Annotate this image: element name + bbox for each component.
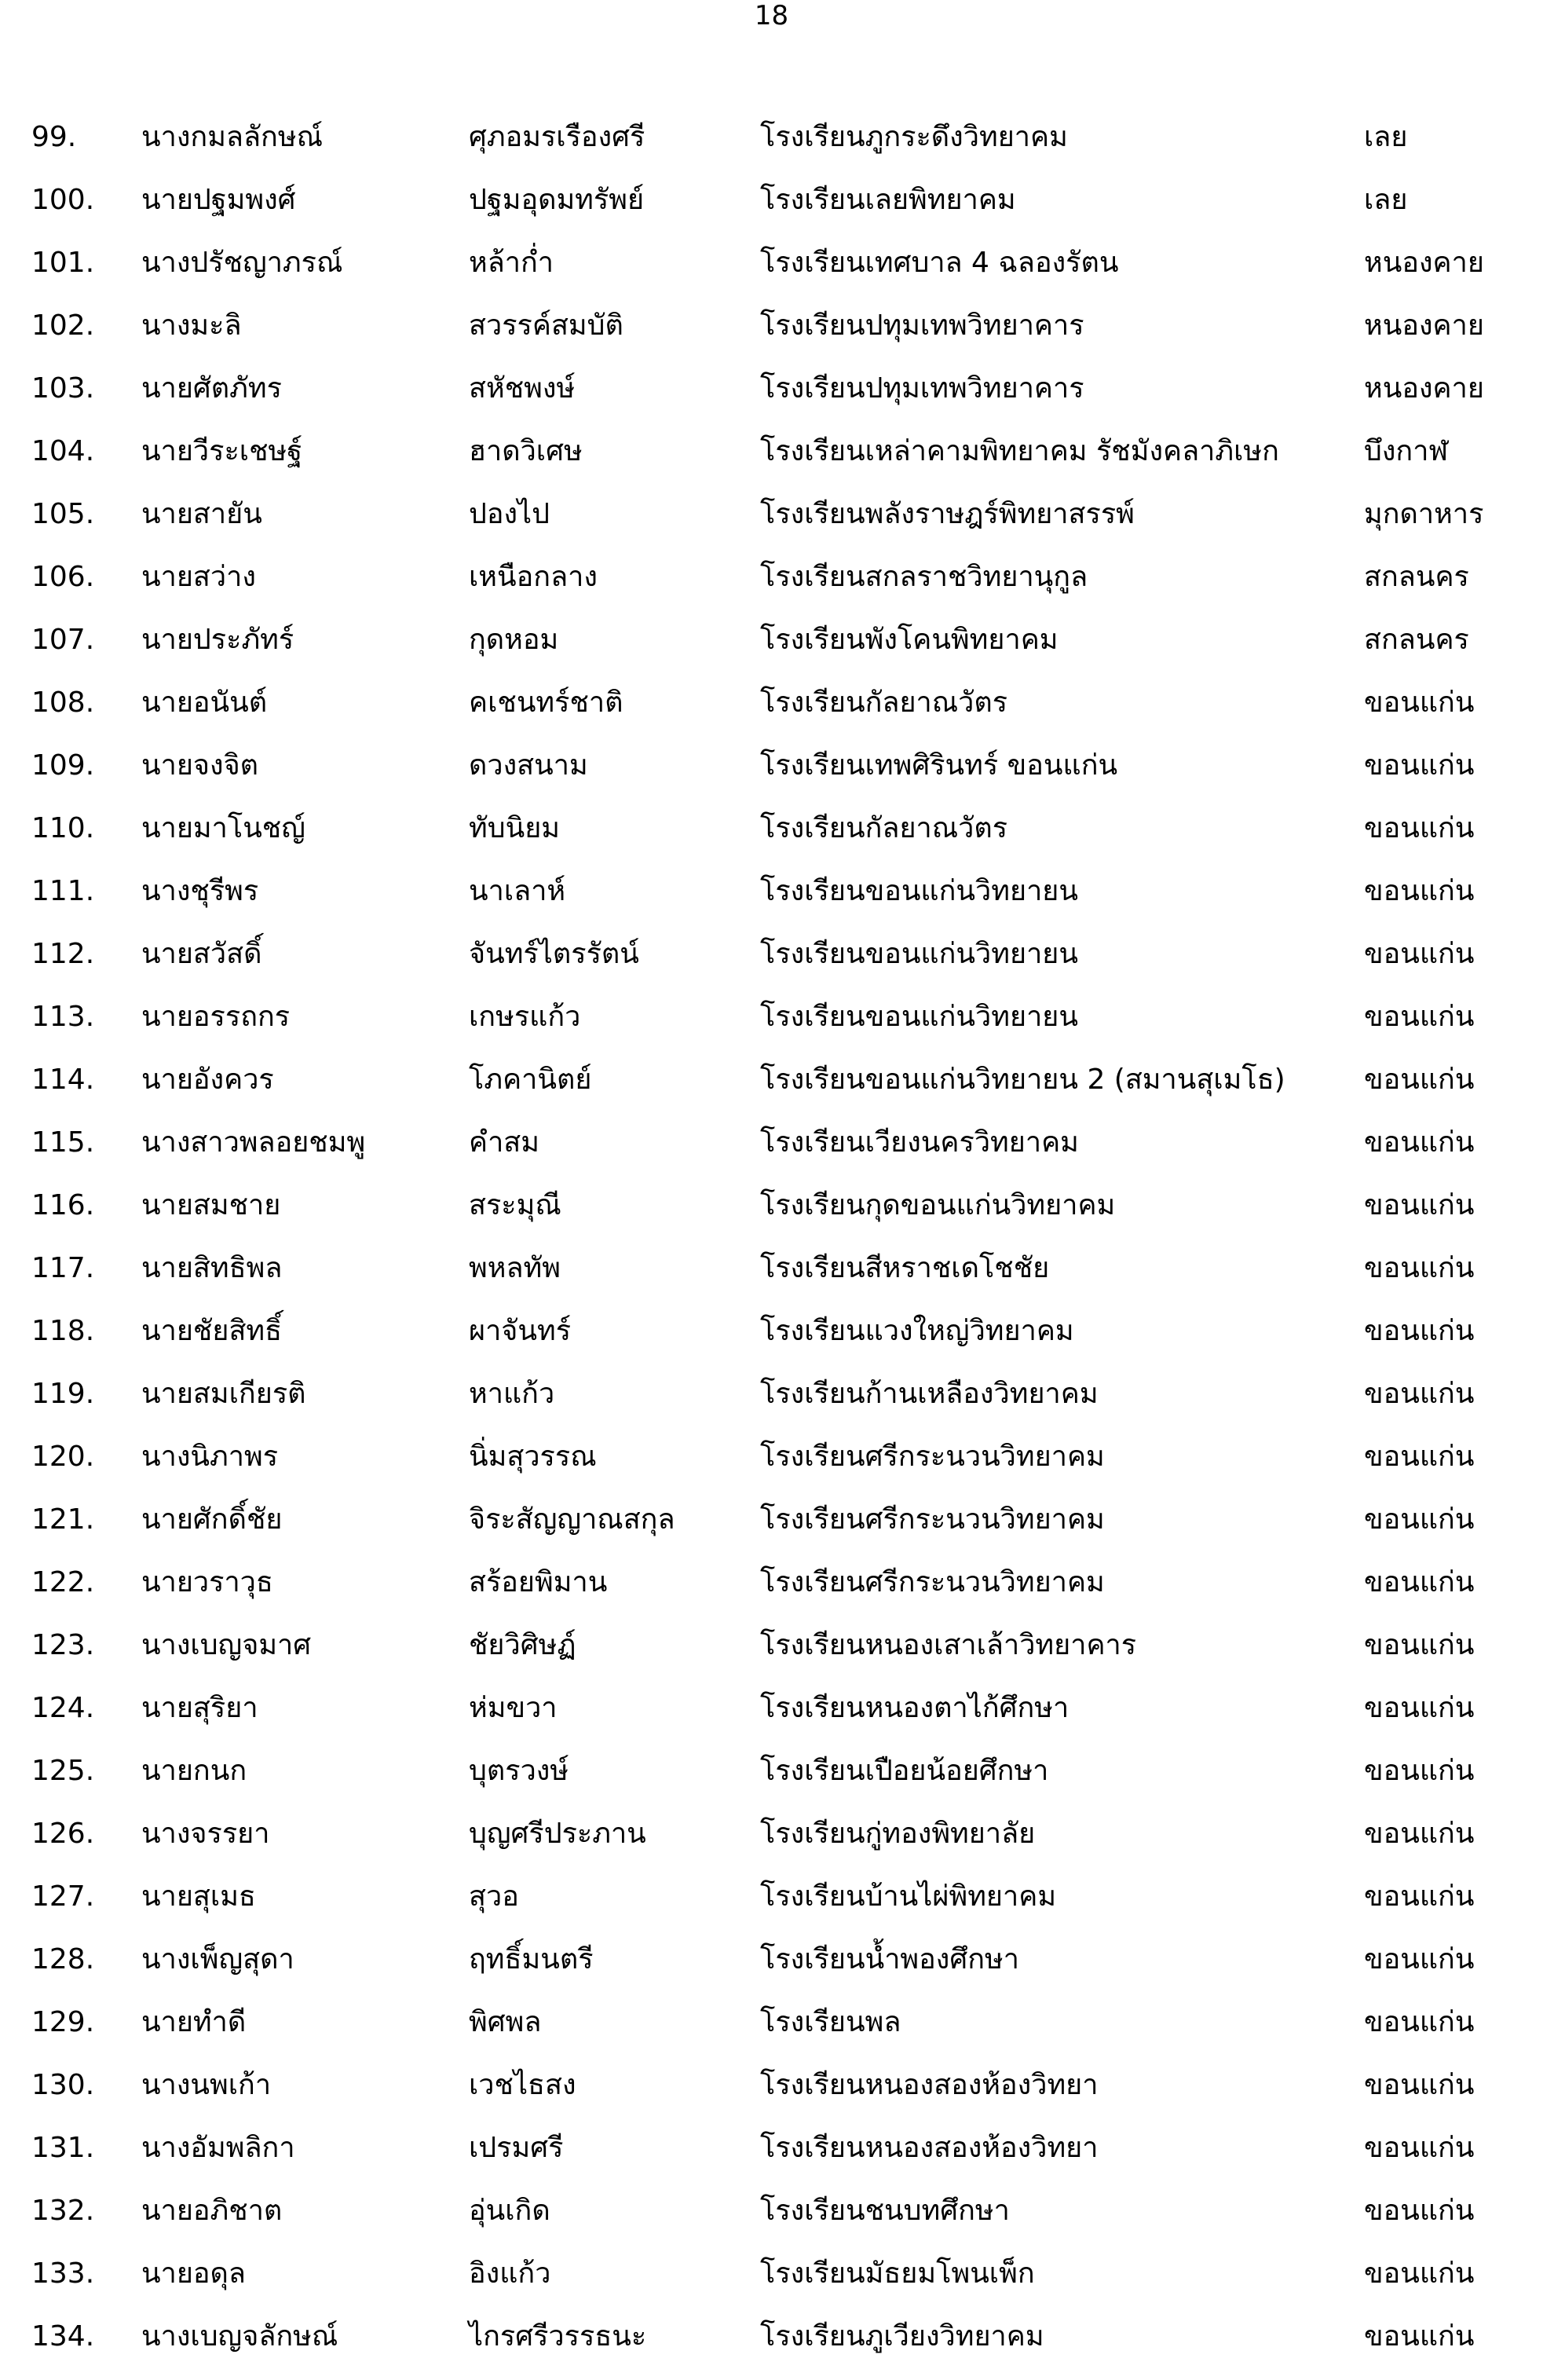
- school-name: โรงเรียนขอนแก่นวิทยายน: [760, 938, 1078, 970]
- table-row: [0, 1500, 1543, 1563]
- first-name: นายปฐมพงศ์: [141, 184, 296, 216]
- last-name: ไกรศรีวรรธนะ: [469, 2320, 647, 2353]
- first-name: นายมาโนชญ์: [141, 812, 305, 844]
- row-number: 117.: [31, 1252, 95, 1284]
- last-name: ทับนิยม: [469, 812, 561, 844]
- province: ขอนแก่น: [1364, 2195, 1475, 2227]
- row-number: 99.: [31, 121, 77, 153]
- row-number: 110.: [31, 812, 95, 844]
- school-name: โรงเรียนขอนแก่นวิทยายน 2 (สมานสุเมโธ): [760, 1064, 1285, 1096]
- last-name: นิ่มสุวรรณ: [469, 1441, 597, 1473]
- table-row: [0, 1752, 1543, 1814]
- province: ขอนแก่น: [1364, 938, 1475, 970]
- first-name: นายจงจิต: [141, 749, 259, 782]
- province: ขอนแก่น: [1364, 1378, 1475, 1410]
- province: ขอนแก่น: [1364, 1441, 1475, 1473]
- first-name: นายสุริยา: [141, 1692, 258, 1724]
- school-name: โรงเรียนเวียงนครวิทยาคม: [760, 1126, 1079, 1159]
- school-name: โรงเรียนแวงใหญ่วิทยาคม: [760, 1315, 1074, 1347]
- row-number: 103.: [31, 372, 95, 405]
- first-name: นายอนันต์: [141, 687, 268, 719]
- row-number: 131.: [31, 2132, 95, 2164]
- row-number: 123.: [31, 1629, 95, 1661]
- first-name: นางสาวพลอยชมพู: [141, 1126, 366, 1159]
- first-name: นายสุเมธ: [141, 1880, 256, 1913]
- first-name: นายสว่าง: [141, 561, 256, 593]
- school-name: โรงเรียนเลยพิทยาคม: [760, 184, 1016, 216]
- province: ขอนแก่น: [1364, 1566, 1475, 1598]
- first-name: นางชุรีพร: [141, 875, 259, 907]
- school-name: โรงเรียนกุดขอนแก่นวิทยาคม: [760, 1189, 1116, 1221]
- last-name: สหัชพงษ์: [469, 372, 576, 405]
- table-row: [0, 369, 1543, 432]
- school-name: โรงเรียนเทศบาล 4 ฉลองรัตน: [760, 247, 1119, 279]
- first-name: นางปรัชญาภรณ์: [141, 247, 343, 279]
- table-row: [0, 2066, 1543, 2129]
- table-row: [0, 306, 1543, 369]
- first-name: นายวราวุธ: [141, 1566, 273, 1598]
- first-name: นายสมเกียรติ: [141, 1378, 306, 1410]
- last-name: ศุภอมรเรืองศรี: [469, 121, 645, 153]
- province: หนองคาย: [1364, 247, 1484, 279]
- table-row: [0, 621, 1543, 683]
- province: ขอนแก่น: [1364, 812, 1475, 844]
- province: ขอนแก่น: [1364, 1252, 1475, 1284]
- first-name: นางเพ็ญสุดา: [141, 1943, 294, 1975]
- province: ขอนแก่น: [1364, 1755, 1475, 1787]
- last-name: ดวงสนาม: [469, 749, 588, 782]
- last-name: คำสม: [469, 1126, 539, 1159]
- last-name: เหนือกลาง: [469, 561, 598, 593]
- last-name: สร้อยพิมาน: [469, 1566, 608, 1598]
- school-name: โรงเรียนปทุมเทพวิทยาคาร: [760, 309, 1084, 342]
- last-name: อุ่นเกิด: [469, 2195, 550, 2227]
- province: มุกดาหาร: [1364, 498, 1484, 530]
- province: ขอนแก่น: [1364, 875, 1475, 907]
- province: บึงกาฬ: [1364, 435, 1449, 467]
- last-name: ห่มขวา: [469, 1692, 558, 1724]
- table-row: [0, 935, 1543, 998]
- table-row: [0, 683, 1543, 746]
- last-name: บุตรวงษ์: [469, 1755, 569, 1787]
- school-name: โรงเรียนปทุมเทพวิทยาคาร: [760, 372, 1084, 405]
- last-name: ปฐมอุดมทรัพย์: [469, 184, 645, 216]
- row-number: 100.: [31, 184, 95, 216]
- participant-list: [0, 118, 1543, 2380]
- table-row: [0, 558, 1543, 621]
- first-name: นายกนก: [141, 1755, 247, 1787]
- province: ขอนแก่น: [1364, 1126, 1475, 1159]
- table-row: [0, 1249, 1543, 1312]
- first-name: นางนพเก้า: [141, 2069, 272, 2101]
- school-name: โรงเรียนกัลยาณวัตร: [760, 812, 1008, 844]
- last-name: นาเลาห์: [469, 875, 566, 907]
- school-name: โรงเรียนหนองตาไก้ศึกษา: [760, 1692, 1069, 1724]
- last-name: พหลทัพ: [469, 1252, 561, 1284]
- last-name: ผาจันทร์: [469, 1315, 572, 1347]
- school-name: โรงเรียนก้านเหลืองวิทยาคม: [760, 1378, 1099, 1410]
- last-name: เวชไธสง: [469, 2069, 576, 2101]
- table-row: [0, 1814, 1543, 1877]
- province: ขอนแก่น: [1364, 1629, 1475, 1661]
- row-number: 116.: [31, 1189, 95, 1221]
- school-name: โรงเรียนขอนแก่นวิทยายน: [760, 1001, 1078, 1033]
- first-name: นายสมชาย: [141, 1189, 281, 1221]
- school-name: โรงเรียนบ้านไผ่พิทยาคม: [760, 1880, 1057, 1913]
- first-name: นายสิทธิพล: [141, 1252, 283, 1284]
- row-number: 127.: [31, 1880, 95, 1913]
- table-row: [0, 495, 1543, 558]
- row-number: 125.: [31, 1755, 95, 1787]
- last-name: เกษรแก้ว: [469, 1001, 581, 1033]
- table-row: [0, 181, 1543, 243]
- table-row: [0, 118, 1543, 181]
- first-name: นางอัมพลิกา: [141, 2132, 295, 2164]
- last-name: ฤทธิ์มนตรี: [469, 1943, 594, 1975]
- row-number: 120.: [31, 1441, 95, 1473]
- last-name: คเชนทร์ชาติ: [469, 687, 623, 719]
- row-number: 104.: [31, 435, 95, 467]
- first-name: นางจรรยา: [141, 1818, 270, 1850]
- first-name: นายอภิชาต: [141, 2195, 283, 2227]
- row-number: 102.: [31, 309, 95, 342]
- row-number: 112.: [31, 938, 95, 970]
- province: ขอนแก่น: [1364, 2006, 1475, 2038]
- first-name: นายวีระเชษฐ์: [141, 435, 303, 467]
- table-row: [0, 1123, 1543, 1186]
- table-row: [0, 809, 1543, 872]
- row-number: 114.: [31, 1064, 95, 1096]
- province: ขอนแก่น: [1364, 1818, 1475, 1850]
- school-name: โรงเรียนภูกระดึงวิทยาคม: [760, 121, 1068, 153]
- school-name: โรงเรียนมัธยมโพนเพ็ก: [760, 2257, 1035, 2290]
- table-row: [0, 1940, 1543, 2003]
- last-name: สุวอ: [469, 1880, 519, 1913]
- first-name: นายสายัน: [141, 498, 262, 530]
- province: ขอนแก่น: [1364, 2257, 1475, 2290]
- last-name: เปรมศรี: [469, 2132, 564, 2164]
- first-name: นางมะลิ: [141, 309, 242, 342]
- row-number: 101.: [31, 247, 95, 279]
- last-name: พิศพล: [469, 2006, 542, 2038]
- last-name: กุดหอม: [469, 624, 559, 656]
- province: หนองคาย: [1364, 372, 1484, 405]
- province: ขอนแก่น: [1364, 687, 1475, 719]
- first-name: นายอรรถกร: [141, 1001, 291, 1033]
- table-row: [0, 746, 1543, 809]
- row-number: 107.: [31, 624, 95, 656]
- row-number: 126.: [31, 1818, 95, 1850]
- row-number: 108.: [31, 687, 95, 719]
- row-number: 121.: [31, 1503, 95, 1536]
- last-name: จันทร์ไตรรัตน์: [469, 938, 639, 970]
- table-row: [0, 2129, 1543, 2191]
- row-number: 111.: [31, 875, 95, 907]
- first-name: นายศักดิ์ชัย: [141, 1503, 283, 1536]
- row-number: 119.: [31, 1378, 95, 1410]
- school-name: โรงเรียนศรีกระนวนวิทยาคม: [760, 1441, 1105, 1473]
- province: ขอนแก่น: [1364, 1315, 1475, 1347]
- first-name: นายชัยสิทธิ์: [141, 1315, 283, 1347]
- row-number: 113.: [31, 1001, 95, 1033]
- first-name: นางเบญจลักษณ์: [141, 2320, 338, 2353]
- last-name: จิระสัญญาณสกุล: [469, 1503, 675, 1536]
- first-name: นายอดุล: [141, 2257, 246, 2290]
- table-row: [0, 872, 1543, 935]
- province: เลย: [1364, 184, 1408, 216]
- province: ขอนแก่น: [1364, 1880, 1475, 1913]
- table-row: [0, 1060, 1543, 1123]
- school-name: โรงเรียนเหล่าคามพิทยาคม รัชมังคลาภิเษก: [760, 435, 1279, 467]
- school-name: โรงเรียนพล: [760, 2006, 901, 2038]
- last-name: หาแก้ว: [469, 1378, 555, 1410]
- table-row: [0, 2254, 1543, 2317]
- row-number: 129.: [31, 2006, 95, 2038]
- table-row: [0, 2003, 1543, 2066]
- row-number: 109.: [31, 749, 95, 782]
- last-name: อิงแก้ว: [469, 2257, 551, 2290]
- row-number: 134.: [31, 2320, 95, 2353]
- school-name: โรงเรียนภูเวียงวิทยาคม: [760, 2320, 1044, 2353]
- row-number: 133.: [31, 2257, 95, 2290]
- school-name: โรงเรียนหนองสองห้องวิทยา: [760, 2069, 1099, 2101]
- province: ขอนแก่น: [1364, 1001, 1475, 1033]
- province: ขอนแก่น: [1364, 1692, 1475, 1724]
- province: ขอนแก่น: [1364, 2069, 1475, 2101]
- school-name: โรงเรียนขอนแก่นวิทยายน: [760, 875, 1078, 907]
- table-row: [0, 243, 1543, 306]
- row-number: 105.: [31, 498, 95, 530]
- table-row: [0, 1437, 1543, 1500]
- school-name: โรงเรียนกู่ทองพิทยาลัย: [760, 1818, 1036, 1850]
- row-number: 122.: [31, 1566, 95, 1598]
- row-number: 124.: [31, 1692, 95, 1724]
- last-name: หล้าก่ำ: [469, 247, 554, 279]
- province: เลย: [1364, 121, 1408, 153]
- first-name: นายศัตภัทร: [141, 372, 282, 405]
- first-name: นายทำดี: [141, 2006, 247, 2038]
- province: สกลนคร: [1364, 561, 1469, 593]
- table-row: [0, 1186, 1543, 1249]
- school-name: โรงเรียนศรีกระนวนวิทยาคม: [760, 1503, 1105, 1536]
- school-name: โรงเรียนกัลยาณวัตร: [760, 687, 1008, 719]
- table-row: [0, 1563, 1543, 1626]
- table-row: [0, 2317, 1543, 2380]
- table-row: [0, 1877, 1543, 1940]
- school-name: โรงเรียนสีหราชเดโชชัย: [760, 1252, 1050, 1284]
- last-name: บุญศรีประภาน: [469, 1818, 646, 1850]
- row-number: 118.: [31, 1315, 95, 1347]
- table-row: [0, 1375, 1543, 1437]
- school-name: โรงเรียนสกลราชวิทยานุกูล: [760, 561, 1088, 593]
- school-name: โรงเรียนพังโคนพิทยาคม: [760, 624, 1059, 656]
- table-row: [0, 2191, 1543, 2254]
- row-number: 132.: [31, 2195, 95, 2227]
- page-number: 18: [754, 0, 789, 31]
- last-name: ชัยวิศิษฏ์: [469, 1629, 576, 1661]
- school-name: โรงเรียนน้ำพองศึกษา: [760, 1943, 1019, 1975]
- row-number: 115.: [31, 1126, 95, 1159]
- table-row: [0, 1626, 1543, 1689]
- school-name: โรงเรียนเทพศิรินทร์ ขอนแก่น: [760, 749, 1118, 782]
- last-name: ฮาดวิเศษ: [469, 435, 583, 467]
- row-number: 130.: [31, 2069, 95, 2101]
- first-name: นายอังควร: [141, 1064, 274, 1096]
- row-number: 128.: [31, 1943, 95, 1975]
- province: ขอนแก่น: [1364, 1503, 1475, 1536]
- school-name: โรงเรียนหนองสองห้องวิทยา: [760, 2132, 1099, 2164]
- table-row: [0, 998, 1543, 1060]
- last-name: โภคานิตย์: [469, 1064, 592, 1096]
- school-name: โรงเรียนเปือยน้อยศึกษา: [760, 1755, 1049, 1787]
- table-row: [0, 1312, 1543, 1375]
- province: หนองคาย: [1364, 309, 1484, 342]
- school-name: โรงเรียนชนบทศึกษา: [760, 2195, 1010, 2227]
- province: ขอนแก่น: [1364, 1064, 1475, 1096]
- school-name: โรงเรียนศรีกระนวนวิทยาคม: [760, 1566, 1105, 1598]
- last-name: สวรรค์สมบัติ: [469, 309, 623, 342]
- table-row: [0, 1689, 1543, 1752]
- province: ขอนแก่น: [1364, 2132, 1475, 2164]
- first-name: นายประภัทร์: [141, 624, 294, 656]
- last-name: ปองไป: [469, 498, 550, 530]
- row-number: 106.: [31, 561, 95, 593]
- first-name: นางกมลลักษณ์: [141, 121, 323, 153]
- first-name: นางนิภาพร: [141, 1441, 279, 1473]
- school-name: โรงเรียนพลังราษฎร์พิทยาสรรพ์: [760, 498, 1135, 530]
- last-name: สระมุณี: [469, 1189, 561, 1221]
- school-name: โรงเรียนหนองเสาเล้าวิทยาคาร: [760, 1629, 1137, 1661]
- province: ขอนแก่น: [1364, 1943, 1475, 1975]
- province: ขอนแก่น: [1364, 2320, 1475, 2353]
- first-name: นางเบญจมาศ: [141, 1629, 312, 1661]
- province: สกลนคร: [1364, 624, 1469, 656]
- table-row: [0, 432, 1543, 495]
- province: ขอนแก่น: [1364, 749, 1475, 782]
- first-name: นายสวัสดิ์: [141, 938, 262, 970]
- province: ขอนแก่น: [1364, 1189, 1475, 1221]
